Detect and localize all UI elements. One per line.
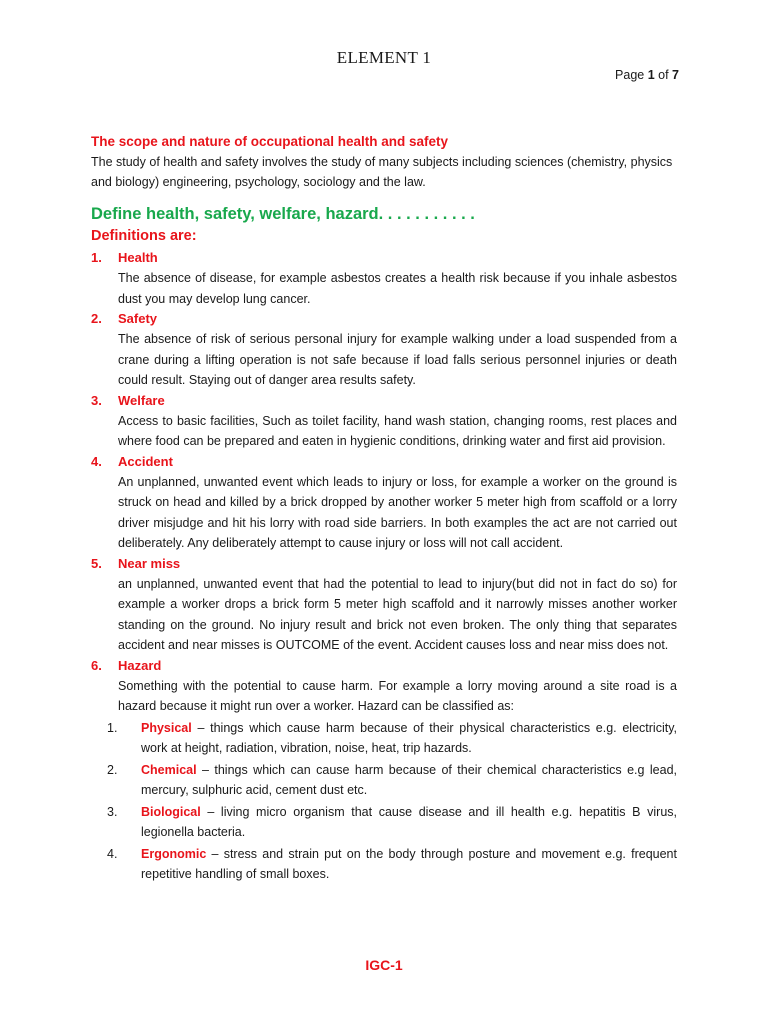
definition-item-safety (91, 309, 677, 391)
definition-number: 6. (91, 657, 102, 673)
definition-term: Safety (118, 311, 158, 326)
hazard-type-chemical (107, 760, 677, 801)
definition-number: 3. (91, 392, 102, 408)
hazard-type-term: Biological (141, 804, 201, 819)
definition-text: The absence of risk of serious personal injury for example walking under a load suspended from a crane during a lifting operation is not safe because if load falls serious personnel injuries or death could result. Staying out of danger area results safety. (118, 332, 677, 387)
definition-item-hazard (91, 656, 677, 885)
definition-text: Access to basic facilities, Such as toilet facility, hand wash station, changing rooms, rest places and where food can be prepared and eaten in hygienic conditions, drinking water and first aid provision. (118, 413, 677, 448)
definition-item-accident (91, 452, 677, 554)
definition-term: Health (118, 250, 158, 265)
document-body (91, 134, 677, 885)
definitions-label: Definitions are: (91, 228, 197, 244)
hazard-type-ergonomic (107, 844, 677, 885)
definitions-list (91, 248, 677, 885)
hazard-type-term: Ergonomic (141, 846, 207, 861)
definition-number: 1. (91, 250, 102, 265)
definition-text: an unplanned, unwanted event that had the potential to lead to injury(but did not in fact do so) for example a worker drops a brick form 5 meter high scaffold and it narrowly misses another worker standing on the ground. No injury result and brick not even broken. The only thing that separates accident and near misses is OUTCOME of the event. Accident causes loss and near miss does not. (118, 576, 677, 652)
define-heading: Define health, safety, welfare, hazard. . . . . . . . . . . (91, 205, 475, 223)
definition-term: Accident (118, 453, 173, 469)
page-current: 1 (647, 68, 655, 82)
page-of: of (654, 68, 673, 82)
definition-term: Hazard (118, 657, 162, 673)
hazard-type-number: 3. (107, 804, 118, 819)
hazard-type-physical (107, 718, 677, 759)
intro-heading: The scope and nature of occupational health and safety (91, 134, 449, 149)
hazard-type-number: 1. (107, 720, 118, 735)
hazard-type-text: – things which cause harm because of their physical characteristics e.g. electricity, work at height, radiation, vibration, noise, heat, trip hazards. (141, 720, 677, 755)
definition-text: An unplanned, unwanted event which leads to injury or loss, for example a worker on the ground is struck on head and killed by a brick dropped by another worker 5 meter high from scaffold or a lorry driver misjudge and hit his lorry with road side barriers. In both examples the act are not carried out deliberately. Any deliberately attempt to cause injury or loss will not call accident. (118, 474, 677, 550)
hazard-types-list (91, 718, 677, 885)
definition-number: 4. (91, 453, 102, 469)
page-footer: IGC-1 (365, 957, 403, 973)
definition-text: The absence of disease, for example asbestos creates a health risk because if you inhale asbestos dust you may develop lung cancer. (118, 271, 677, 306)
definition-item-health (91, 248, 677, 309)
hazard-type-biological (107, 802, 677, 843)
definition-item-welfare (91, 391, 677, 452)
definition-term: Welfare (118, 392, 165, 408)
hazard-type-text: – things which can cause harm because of their chemical characteristics e.g lead, mercury, sulphuric acid, cement dust etc. (141, 762, 677, 797)
intro-paragraph: The study of health and safety involves the study of many subjects including sciences (chemistry, physics and biology) engineering, psychology, sociology and the law. (91, 155, 673, 189)
hazard-type-number: 4. (107, 846, 118, 861)
definition-term: Near miss (118, 555, 181, 571)
page-number (615, 68, 679, 82)
definition-number: 5. (91, 555, 102, 571)
definition-number: 2. (91, 311, 102, 326)
hazard-type-term: Chemical (141, 762, 197, 777)
page-title: ELEMENT 1 (336, 48, 432, 67)
page-prefix: Page (615, 68, 648, 82)
page-total: 7 (672, 68, 679, 82)
hazard-type-term: Physical (141, 720, 192, 735)
hazard-type-number: 2. (107, 762, 118, 777)
hazard-type-text: – stress and strain put on the body through posture and movement e.g. frequent repetitive handling of small boxes. (141, 846, 677, 881)
definition-item-near-miss (91, 554, 677, 656)
definition-text: Something with the potential to cause harm. For example a lorry moving around a site road is a hazard because it might run over a worker. Hazard can be classified as: (118, 678, 677, 713)
hazard-type-text: – living micro organism that cause disease and ill health e.g. hepatitis B virus, legionella bacteria. (141, 804, 677, 839)
